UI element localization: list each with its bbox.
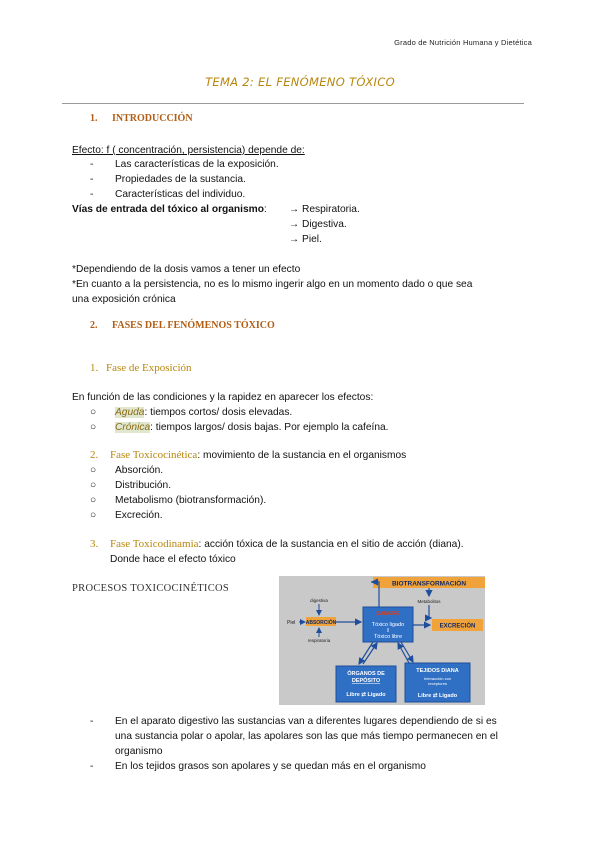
section-2-heading xyxy=(90,320,275,331)
via-piel: → Piel. xyxy=(289,234,322,245)
section-1-heading xyxy=(90,113,193,124)
subsection-3-text-2: Donde hace el efecto tóxico xyxy=(110,554,236,565)
organos-eq: Libre ⇄ Ligado xyxy=(346,692,386,698)
piel-label: Piel xyxy=(287,620,296,626)
organos-label-2: DEPÓSITO xyxy=(351,678,381,684)
efecto-line: Efecto: f ( concentración, persistencia) depende de: xyxy=(72,145,305,156)
list-item: ○ Aguda: tiempos cortos/ dosis elevadas. xyxy=(90,407,293,418)
section-1-title: INTRODUCCIÓN xyxy=(112,113,193,124)
note-persistencia-2: una exposición crónica xyxy=(72,294,176,305)
list-item: ○ Absorción. xyxy=(90,465,164,476)
term-cronica: Crónica xyxy=(115,422,151,433)
tejidos-label: TEJIDOS DIANA xyxy=(416,668,459,674)
subsection-2-heading: 2. Fase Toxicocinética: movimiento de la sustancia en el organismos xyxy=(90,449,407,461)
page-header: Grado de Nutrición Humana y Dietética xyxy=(394,38,532,47)
list-item: ○ Crónica: tiempos largos/ dosis bajas. Por ejemplo la cafeína. xyxy=(90,422,389,433)
exposicion-intro: En función de las condiciones y la rapidez en aparecer los efectos: xyxy=(72,392,374,403)
respiratoria-label: respiratoria xyxy=(307,638,331,643)
note-persistencia-1: *En cuanto a la persistencia, no es lo mismo ingerir algo en un momento dado o que sea xyxy=(72,279,473,290)
organos-label-1: ÓRGANOS DE xyxy=(347,671,385,677)
note-dosis: *Dependiendo de la dosis vamos a tener un efecto xyxy=(72,264,301,275)
procesos-title: PROCESOS TOXICOCINÉTICOS xyxy=(72,583,230,594)
tejidos-eq: Libre ⇄ Ligado xyxy=(417,693,458,699)
section-2-number: 2. xyxy=(90,320,98,331)
list-item-continuation: una sustancia polar o apolar, las apolares son las que más tiempo permanecen en el xyxy=(115,731,498,742)
list-item: - Propiedades de la sustancia. xyxy=(90,174,246,185)
title-divider xyxy=(62,103,524,104)
term-aguda: Aguda xyxy=(115,407,145,418)
via-digestiva: → Digestiva. xyxy=(289,219,347,230)
list-item: - En los tejidos grasos son apolares y se quedan más en el organismo xyxy=(90,761,426,772)
subsection-3-heading: 3. Fase Toxicodinamia: acción tóxica de la sustancia en el sitio de acción (diana). xyxy=(90,538,464,550)
list-item: ○ Excreción. xyxy=(90,510,163,521)
excrecion-label: EXCRECIÓN xyxy=(439,623,476,630)
list-item: ○ Distribución. xyxy=(90,480,172,491)
list-item-continuation: organismo xyxy=(115,746,163,757)
document-title: TEMA 2: EL FENÓMENO TÓXICO xyxy=(205,75,395,89)
section-2-title: FASES DEL FENÓMENOS TÓXICO xyxy=(112,320,275,331)
toxico-ligado-label: Tóxico ligado xyxy=(371,622,405,628)
subsection-1-heading: 1. Fase de Exposición xyxy=(90,362,192,374)
list-item: - Características del individuo. xyxy=(90,189,246,200)
interaccion-label-1: Interacción con xyxy=(423,676,452,681)
via-respiratoria: → Respiratoria. xyxy=(289,204,360,215)
list-item: ○ Metabolismo (biotransformación). xyxy=(90,495,267,506)
biotrans-label: BIOTRANSFORMACIÓN xyxy=(391,580,467,588)
interaccion-label-2: receptores xyxy=(428,681,447,686)
list-item: - Las características de la exposición. xyxy=(90,159,279,170)
digestiva-label: digestiva xyxy=(310,598,328,603)
list-item: - En el aparato digestivo las sustancias van a diferentes lugares dependiendo de si es xyxy=(90,716,497,727)
sangre-label: SANGRE xyxy=(376,611,400,617)
toxicokinetics-diagram xyxy=(279,576,485,705)
metabolitos-label: Metabolitos xyxy=(417,599,441,604)
toxico-libre-label: Tóxico libre xyxy=(373,634,403,640)
vias-label: Vías de entrada del tóxico al organismo: xyxy=(72,204,267,215)
section-1-number: 1. xyxy=(90,113,98,124)
absorcion-label: ABSORCIÓN xyxy=(305,620,337,626)
